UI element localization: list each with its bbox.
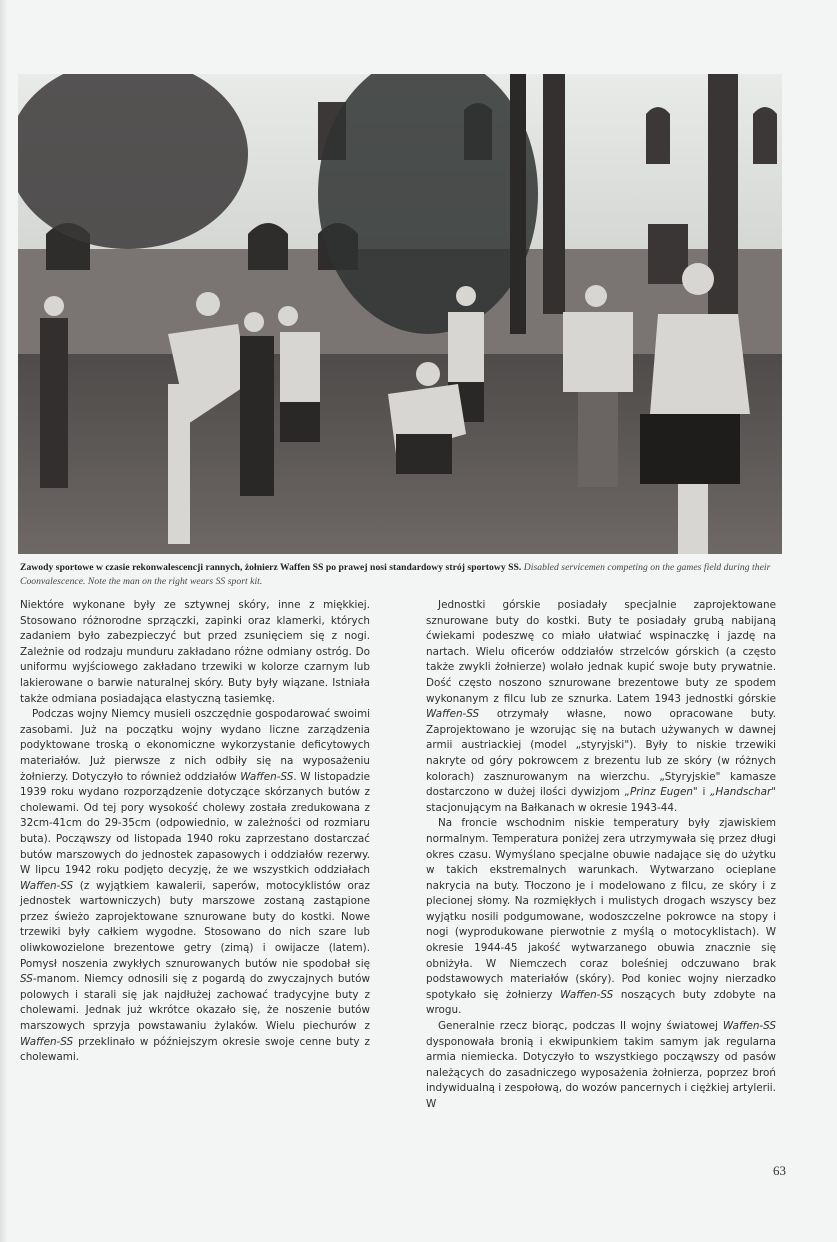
- text-run: Na froncie wschodnim niskie temperatury były zjawiskiem normalnym. Temperatura poniżej zera utrzymywała się przez długi okres czasu. Wymyślano specjalne obuwie nadające się do użytku w takich ekstremalnych warunkach. Wytwarzano ocieplane nakrycia na buty. Tłoczono je i modelowano z filcu, ze skóry i z plecionej słomy. Na rozmiękłych i mulistych drogach wszyscy bez wyjątku nosili podgumowane, wodoszczelne pokrowce na stopy i nogi (wyprodukowane pierwotnie z myślą o motocyklistach). W okresie 1944-45 jakość wytwarzanego obuwia znacznie się obniżyła. W Niemczech coraz boleśniej odczuwano brak podstawowych materiałów (skóry). Pod koniec wojny nierzadko spotykało się żołnierzy: [426, 817, 776, 1001]
- text-run: przeklinało w późniejszym okresie swoje cenne buty z cholewami.: [20, 1035, 370, 1064]
- text-run: dysponowała bronią i ekwipunkiem takim samym jak regularna armia niemiecka. Dotyczyło to wszystkiego począwszy od pasów należących do zasadniczego wyposażenia żołnierza, poprzez broń indywidualną i zespołową, do wozów pancernych i ciężkiej artylerii. W: [426, 1035, 776, 1110]
- caption-english: Disabled servicemen competing on the games field during their Coonvalescence. Note the man on the right wears SS sport kit.: [20, 562, 771, 587]
- caption-polish: Zawody sportowe w czasie rekonwalescencji rannych, żołnierz Waffen SS po prawej nosi standardowy strój sportowy SS.: [20, 562, 522, 573]
- italic-term: Waffen-SS: [240, 770, 294, 783]
- italic-term: SS: [20, 973, 33, 986]
- page-number: 63: [773, 1163, 786, 1178]
- text-run: otrzymały własne, nowo opracowane buty. Zaprojektowano je wzorując się na butach używanych w dawnej armii austriackiej (model „styryjski"). Były to niskie trzewiki nakryte od góry pokrowcem z brezentu lub ze skóry (w różnych kolorach) zasznurowanym na wierzchu. „Styryjskie" kamasze dostarczono w dużej ilości dywizjom: [426, 708, 776, 799]
- italic-term: Waffen-SS: [560, 988, 614, 1001]
- left-text-column: [20, 598, 370, 1066]
- text-run: . W listopadzie 1939 roku wydano rozporządzenie dotyczące skórzanych butów z cholewami. Od tej pory wysokość cholewy została zredukowana z 32cm-41cm do 29-35cm (odpowiednio, w zależności od rozmiaru buta). Począwszy od listopada 1940 roku zaprzestano dostarczać butów marszowych do jednostek zapasowych i oddziałów rezerwy. W lipcu 1942 roku podjęto decyzję, że we wszystkich oddziałach: [20, 770, 370, 877]
- text-run: noszących buty zdobyte na wrogu.: [426, 988, 776, 1017]
- italic-term: Waffen-SS: [722, 1020, 776, 1033]
- photograph: [18, 74, 782, 554]
- italic-term: Waffen-SS: [426, 708, 480, 721]
- photo-caption: [20, 561, 782, 589]
- text-run: Podczas wojny Niemcy musieli oszczędnie gospodarować swoimi zasobami. Już na początku wojny wydano liczne zarządzenia podyktowane troską o ekonomiczne wykorzystanie deficytowych materiałów. Już pierwsze z nich odbiły się na wyposażeniu żołnierzy. Dotyczyło to również oddziałów: [20, 708, 370, 783]
- page-gutter-shadow: [0, 0, 8, 1242]
- text-run: Jednostki górskie posiadały specjalnie zaprojektowane sznurowane buty do kostki. Buty te posiadały grubą nabijaną ćwiekami podeszwę co miało ułatwiać wspinaczkę i jazdę na nartach. Wielu oficerów oddziałów strzelców górskich (a często także zwykli żołnierze) wolało jednak kupić swoje buty prywatnie. Dość często noszono sznurowane brezentowe buty ze spodem wykonanym z filcu lub ze sznurka. Latem 1943 jednostki górskie: [426, 599, 776, 705]
- body-paragraph: [20, 598, 370, 707]
- text-run: Niektóre wykonane były ze sztywnej skóry, inne z miękkiej. Stosowano różnorodne sprzączki, zapinki oraz klamerki, których zadaniem było zabezpieczyć but przed zsunięciem się z nogi. Zależnie od rodzaju munduru zakładano różne odmiany ostróg. Do uniformu wyjściowego zakładano trzewiki w kolorze czarnym lub lakierowane o barwie naturalnej skóry. Buty były wiązane. Istniała także odmiana posiadająca elastyczną tasiemkę.: [20, 599, 370, 705]
- body-paragraph: [426, 1019, 776, 1113]
- body-paragraph: [20, 707, 370, 1066]
- text-run: i: [697, 786, 711, 799]
- italic-term: Waffen-SS: [20, 879, 74, 892]
- italic-term: „Prinz Eugen": [624, 786, 698, 799]
- italic-term: Waffen-SS: [20, 1035, 74, 1048]
- text-run: (z wyjątkiem kawalerii, saperów, motocyklistów oraz jednostek wartowniczych) buty marszowe zostaną zastąpione przez świeżo zaprojektowane sznurowane buty do kostki. Nowe trzewiki były całkiem wygodne. Stosowano do nich szare lub oliwkowozielone brezentowe getry (zimą) i owijacze (latem). Pomysł noszenia zwykłych sznurowanych butów nie spodobał się: [20, 879, 370, 970]
- body-paragraph: [426, 816, 776, 1019]
- text-run: -manom. Niemcy odnosili się z pogardą do zwyczajnych butów polowych i starali się jak najdłużej zachować tradycyjne buty z cholewami. Jednak już wkrótce okazało się, że noszenie butów marszowych sprzyja powstawaniu żylaków. Wielu piechurów z: [20, 973, 370, 1033]
- text-run: Generalnie rzecz biorąc, podczas II wojny światowej: [438, 1020, 723, 1033]
- italic-term: „Handschar": [710, 786, 776, 799]
- text-run: stacjonującym na Bałkanach w okresie 1943-44.: [426, 801, 678, 814]
- photo-illustration: [18, 74, 782, 554]
- right-text-column: [426, 598, 776, 1113]
- body-paragraph: [426, 598, 776, 816]
